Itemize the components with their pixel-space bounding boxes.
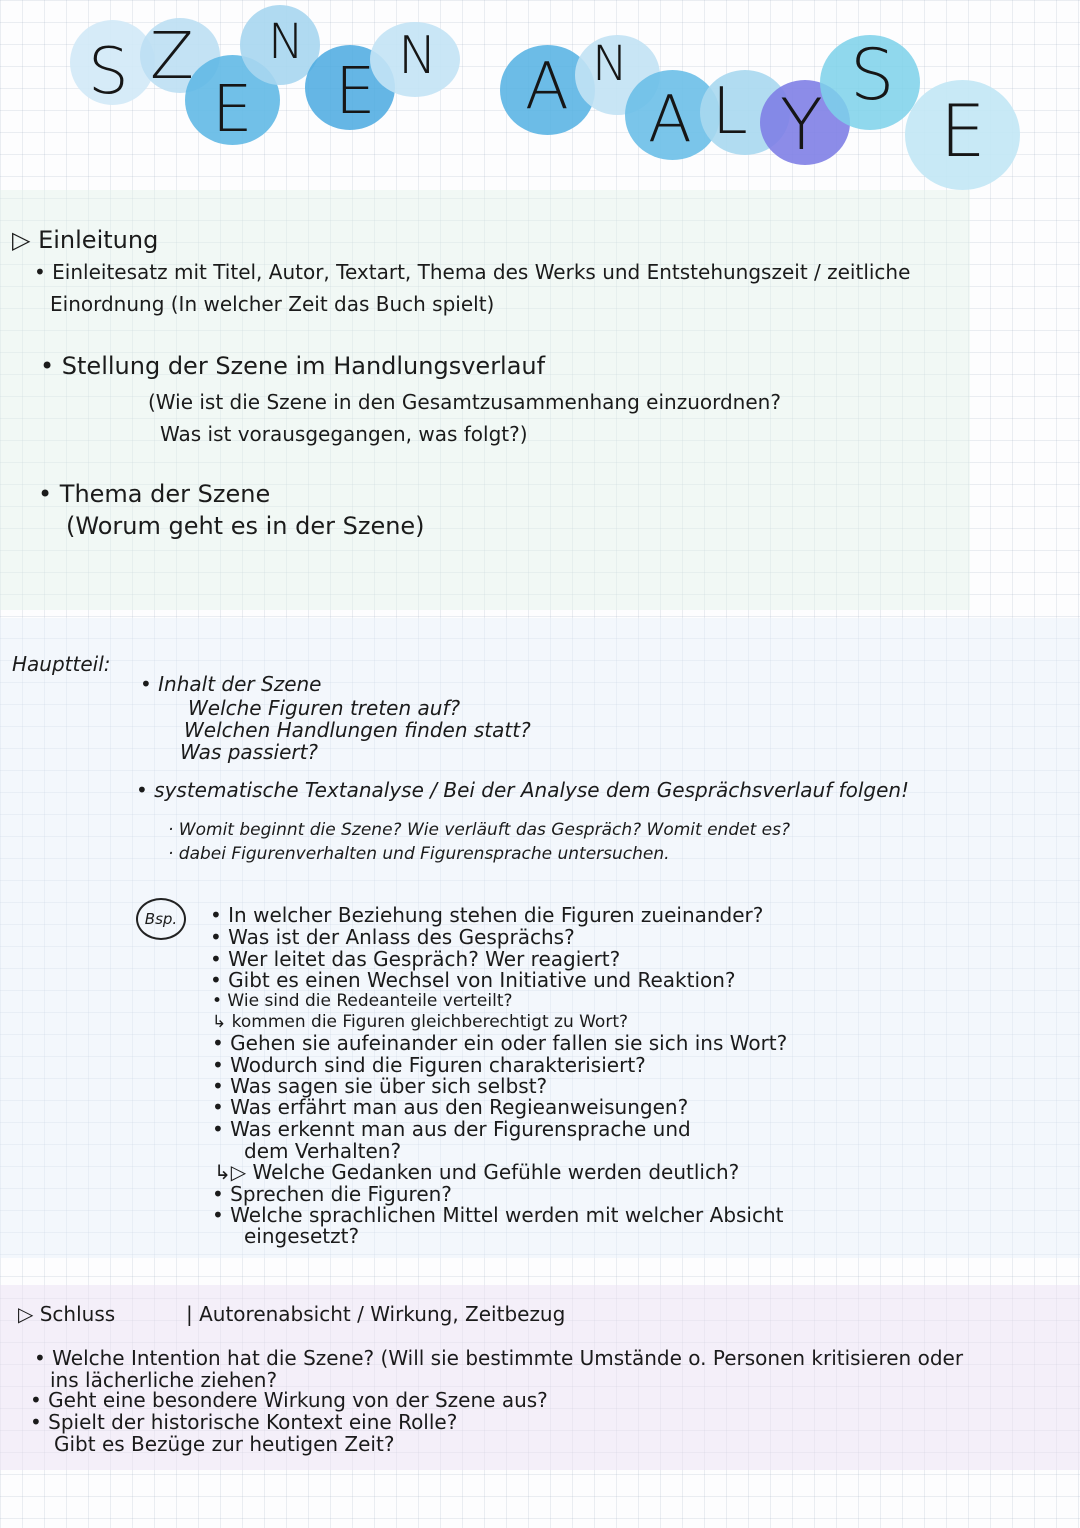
example-question: • In welcher Beziehung stehen die Figuren zueinander?: [210, 903, 764, 927]
systematic-analysis-item: • systematische Textanalyse / Bei der Analyse dem Gesprächsverlauf folgen!: [136, 778, 910, 802]
intro-line: Einordnung (In welcher Zeit das Buch spielt): [50, 292, 495, 316]
title-letter: A: [525, 50, 569, 124]
title-letter: N: [268, 14, 304, 70]
example-question: • Wie sind die Redeanteile verteilt?: [212, 991, 513, 1011]
example-question: ↳▷ Welche Gedanken und Gefühle werden deutlich?: [214, 1160, 740, 1184]
title-letter: N: [398, 26, 437, 86]
example-question: • Was sagen sie über sich selbst?: [212, 1074, 548, 1098]
title-letter: E: [335, 55, 376, 129]
systematic-analysis-question: · Womit beginnt die Szene? Wie verläuft das Gespräch? Womit endet es?: [168, 820, 790, 840]
title-letter: L: [712, 75, 748, 149]
title-letter: A: [648, 83, 692, 157]
conclusion-line: • Welche Intention hat die Szene? (Will sie bestimmte Umstände o. Personen kritisieren oder: [34, 1346, 964, 1370]
example-question: • Wodurch sind die Figuren charakterisiert?: [212, 1053, 646, 1077]
conclusion-line: • Spielt der historische Kontext eine Rolle?: [30, 1410, 458, 1434]
content-question: Welche Figuren treten auf?: [188, 696, 461, 720]
title-banner: [0, 0, 1080, 200]
intro-line: • Einleitesatz mit Titel, Autor, Textart, Thema des Werks und Entstehungszeit / zeitliche: [34, 260, 911, 284]
title-letter: S: [88, 35, 129, 109]
example-question: ↳ kommen die Figuren gleichberechtigt zu Wort?: [212, 1012, 629, 1032]
example-badge: Bsp.: [136, 898, 186, 940]
scene-theme-item: • Thema der Szene: [38, 480, 271, 508]
scene-theme-question: (Worum geht es in der Szene): [66, 512, 425, 540]
example-question: • Was ist der Anlass des Gesprächs?: [210, 925, 575, 949]
conclusion-line: • Geht eine besondere Wirkung von der Szene aus?: [30, 1388, 548, 1412]
example-question: • Sprechen die Figuren?: [212, 1182, 452, 1206]
conclusion-subheading: | Autorenabsicht / Wirkung, Zeitbezug: [186, 1302, 566, 1326]
content-question: Welchen Handlungen finden statt?: [184, 718, 531, 742]
example-question: • Was erfährt man aus den Regieanweisungen?: [212, 1095, 689, 1119]
title-letter: E: [940, 89, 986, 173]
title-letter: S: [850, 34, 895, 116]
example-question: eingesetzt?: [244, 1224, 360, 1248]
content-item: • Inhalt der Szene: [140, 672, 322, 696]
example-question: dem Verhalten?: [244, 1139, 402, 1163]
title-letter: Y: [780, 84, 823, 166]
main-heading: Hauptteil:: [12, 652, 111, 676]
scene-position-item: • Stellung der Szene im Handlungsverlauf: [40, 352, 546, 380]
example-question: • Was erkennt man aus der Figurensprache und: [212, 1117, 691, 1141]
conclusion-line: ins lächerliche ziehen?: [50, 1368, 278, 1392]
title-letter: N: [592, 36, 628, 92]
example-question: • Welche sprachlichen Mittel werden mit welcher Absicht: [212, 1203, 784, 1227]
systematic-analysis-question: · dabei Figurenverhalten und Figurensprache untersuchen.: [168, 844, 670, 864]
conclusion-line: Gibt es Bezüge zur heutigen Zeit?: [54, 1432, 395, 1456]
title-letter: E: [212, 73, 253, 147]
scene-position-question: Was ist vorausgegangen, was folgt?): [160, 422, 528, 446]
conclusion-heading: ▷ Schluss: [18, 1302, 116, 1326]
example-question: • Gibt es einen Wechsel von Initiative und Reaktion?: [210, 968, 736, 992]
title-letter: Z: [150, 20, 194, 94]
example-question: • Wer leitet das Gespräch? Wer reagiert?: [210, 947, 621, 971]
content-question: Was passiert?: [180, 740, 319, 764]
scene-position-question: (Wie ist die Szene in den Gesamtzusammenhang einzuordnen?: [148, 390, 781, 414]
example-question: • Gehen sie aufeinander ein oder fallen sie sich ins Wort?: [212, 1031, 788, 1055]
introduction-heading: ▷ Einleitung: [12, 226, 159, 254]
